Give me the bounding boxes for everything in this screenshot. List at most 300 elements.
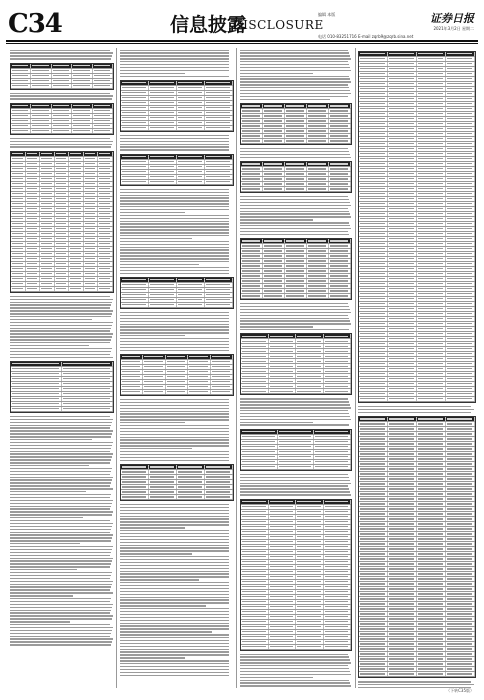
table-cell (26, 262, 41, 266)
table-cell (241, 344, 269, 348)
table-cell (388, 582, 417, 586)
text-line (120, 73, 185, 74)
text-line (10, 310, 113, 311)
text-line (120, 238, 192, 239)
text-line (120, 559, 229, 560)
text-line (120, 591, 229, 592)
table-cell (52, 109, 72, 113)
table-cell (121, 91, 149, 95)
table-cell (241, 570, 269, 574)
table-cell (11, 362, 62, 366)
table-cell (31, 64, 51, 68)
table-cell (446, 52, 475, 56)
table-cell (388, 612, 417, 616)
table-cell (84, 152, 99, 156)
table-cell (269, 379, 297, 383)
table-cell (166, 375, 188, 379)
newspaper-logo: 证券日报 (430, 12, 474, 25)
table-cell (84, 187, 99, 191)
table-cell (269, 610, 297, 614)
table-cell (417, 672, 446, 676)
table-cell (296, 600, 324, 604)
table-cell (307, 104, 329, 108)
table-cell (388, 517, 417, 521)
table-cell (143, 360, 165, 364)
text-line (10, 595, 73, 596)
table-cell (241, 515, 269, 519)
table-cell (211, 375, 233, 379)
text-line (10, 520, 110, 521)
table-cell (388, 222, 417, 226)
table-cell (388, 482, 417, 486)
table-cell (324, 635, 352, 639)
table-cell (359, 127, 388, 131)
table-cell (62, 397, 113, 401)
table-cell (324, 585, 352, 589)
table-cell (26, 157, 41, 161)
text-line (10, 598, 111, 599)
table-cell (388, 297, 417, 301)
table-cell (84, 287, 99, 291)
text-line (240, 84, 348, 85)
table-cell (417, 342, 446, 346)
table-cell (121, 470, 149, 474)
table-cell (241, 520, 269, 524)
table-cell (417, 357, 446, 361)
table-cell (72, 74, 92, 78)
table-cell (205, 485, 233, 489)
table-cell (31, 114, 51, 118)
table-cell (446, 142, 475, 146)
table-cell (388, 332, 417, 336)
text-line (120, 212, 185, 213)
text-line (240, 419, 351, 420)
table-cell (388, 617, 417, 621)
table-cell (296, 374, 324, 378)
table-row (121, 180, 233, 185)
table-cell (446, 432, 475, 436)
table-cell (69, 167, 84, 171)
table-cell (417, 452, 446, 456)
table-cell (11, 202, 26, 206)
table-cell (69, 162, 84, 166)
table-cell (11, 84, 31, 88)
table-cell (98, 262, 113, 266)
text-line (10, 627, 113, 628)
table-cell (314, 445, 351, 449)
table-cell (446, 447, 475, 451)
table-cell (417, 212, 446, 216)
table-cell (121, 283, 149, 287)
table-cell (84, 272, 99, 276)
table-cell (446, 557, 475, 561)
table-cell (307, 124, 329, 128)
table-cell (11, 262, 26, 266)
table-cell (269, 515, 297, 519)
text-line (10, 621, 70, 622)
table-cell (241, 530, 269, 534)
table-cell (359, 457, 388, 461)
table-cell (285, 104, 307, 108)
table-cell (388, 567, 417, 571)
table-cell (121, 365, 143, 369)
table-cell (121, 380, 143, 384)
table-cell (446, 137, 475, 141)
table-cell (26, 207, 41, 211)
table-cell (205, 121, 233, 125)
table-cell (417, 162, 446, 166)
table-cell (269, 640, 297, 644)
table-cell (359, 97, 388, 101)
table-cell (359, 312, 388, 316)
table-cell (329, 172, 351, 176)
table-cell (241, 500, 269, 504)
text-line (10, 330, 110, 331)
text-line (240, 680, 349, 681)
table-cell (417, 147, 446, 151)
table-cell (324, 590, 352, 594)
table-cell (149, 81, 177, 85)
table-cell (446, 187, 475, 191)
table-cell (98, 257, 113, 261)
table-cell (263, 134, 285, 138)
table-cell (241, 379, 269, 383)
table-cell (98, 172, 113, 176)
text-line (240, 55, 350, 56)
table-cell (40, 197, 55, 201)
table-cell (446, 652, 475, 656)
table-cell (93, 84, 113, 88)
table-cell (149, 175, 177, 179)
table-cell (417, 92, 446, 96)
table-cell (72, 104, 92, 108)
table-cell (446, 392, 475, 396)
table-cell (177, 495, 205, 499)
table-cell (40, 202, 55, 206)
table-cell (205, 170, 233, 174)
table-cell (324, 384, 352, 388)
table-cell (296, 575, 324, 579)
table-row (121, 126, 233, 131)
table-cell (417, 602, 446, 606)
table-cell (446, 547, 475, 551)
table-cell (296, 640, 324, 644)
table-cell (307, 182, 329, 186)
text-line (10, 451, 110, 452)
table-cell (26, 187, 41, 191)
text-line (120, 657, 185, 658)
table-cell (446, 437, 475, 441)
text-line (120, 64, 229, 65)
table-cell (329, 284, 351, 288)
text-line (120, 654, 229, 655)
table-cell (324, 344, 352, 348)
table-cell (62, 392, 113, 396)
text-line (240, 480, 350, 481)
table-cell (359, 517, 388, 521)
table-cell (241, 565, 269, 569)
table-cell (269, 595, 297, 599)
text-line (120, 571, 229, 572)
table-cell (72, 79, 92, 83)
table-cell (84, 227, 99, 231)
table-cell (446, 317, 475, 321)
table-cell (446, 107, 475, 111)
table-cell (263, 269, 285, 273)
table-cell (241, 134, 263, 138)
table-cell (69, 232, 84, 236)
table-cell (121, 355, 143, 359)
table-cell (417, 207, 446, 211)
table-cell (417, 492, 446, 496)
table-cell (417, 442, 446, 446)
table-cell (446, 442, 475, 446)
table-cell (263, 259, 285, 263)
table-cell (278, 465, 315, 469)
table-cell (417, 552, 446, 556)
table-cell (446, 462, 475, 466)
table-cell (324, 374, 352, 378)
table-cell (388, 182, 417, 186)
table-cell (62, 402, 113, 406)
table-cell (149, 465, 177, 469)
text-line (120, 634, 229, 635)
table-cell (446, 337, 475, 341)
table-cell (241, 389, 269, 393)
table-cell (417, 152, 446, 156)
table-cell (241, 640, 269, 644)
table-cell (388, 327, 417, 331)
text-line (10, 459, 111, 460)
table-cell (149, 101, 177, 105)
table-cell (359, 452, 388, 456)
text-line (120, 192, 229, 193)
table-cell (93, 64, 113, 68)
table-cell (11, 272, 26, 276)
table-cell (324, 369, 352, 373)
table-cell (177, 470, 205, 474)
table-row (241, 389, 351, 394)
table-cell (11, 267, 26, 271)
table-cell (285, 279, 307, 283)
table-cell (263, 172, 285, 176)
table-cell (205, 283, 233, 287)
table-cell (388, 572, 417, 576)
text-line (120, 321, 229, 322)
table-cell (11, 242, 26, 246)
table-cell (417, 547, 446, 551)
text-line (10, 58, 111, 59)
data-table (10, 151, 114, 293)
text-line (10, 319, 92, 320)
table-cell (285, 182, 307, 186)
table-cell (55, 282, 70, 286)
table-cell (72, 124, 92, 128)
table-cell (359, 367, 388, 371)
table-cell (11, 104, 31, 108)
data-table (10, 361, 114, 413)
text-line (240, 222, 349, 223)
table-cell (388, 357, 417, 361)
table-cell (446, 122, 475, 126)
table-cell (149, 165, 177, 169)
text-line (120, 617, 229, 618)
table-cell (69, 187, 84, 191)
table-cell (11, 257, 26, 261)
table-cell (388, 307, 417, 311)
text-line (120, 318, 229, 319)
table-cell (359, 612, 388, 616)
table-cell (417, 307, 446, 311)
table-cell (324, 570, 352, 574)
table-cell (417, 67, 446, 71)
text-line (10, 436, 111, 437)
table-cell (149, 116, 177, 120)
table-cell (11, 247, 26, 251)
table-cell (446, 302, 475, 306)
table-cell (314, 460, 351, 464)
text-line (120, 513, 229, 514)
table-cell (11, 277, 26, 281)
table-cell (359, 307, 388, 311)
table-cell (417, 252, 446, 256)
table-cell (446, 87, 475, 91)
table-cell (26, 217, 41, 221)
table-cell (84, 162, 99, 166)
table-cell (177, 81, 205, 85)
table-cell (446, 542, 475, 546)
text-line (10, 529, 111, 530)
table-cell (359, 577, 388, 581)
table-cell (388, 432, 417, 436)
table-cell (93, 79, 113, 83)
text-line (10, 534, 113, 535)
table-cell (241, 274, 263, 278)
text-line (10, 307, 110, 308)
table-cell (11, 79, 31, 83)
text-line (120, 258, 229, 259)
table-cell (278, 435, 315, 439)
table-cell (359, 587, 388, 591)
table-cell (269, 580, 297, 584)
text-line (240, 199, 349, 200)
text-line (120, 200, 229, 201)
table-cell (285, 167, 307, 171)
text-line (120, 504, 229, 505)
table-cell (324, 625, 352, 629)
table-cell (388, 652, 417, 656)
table-cell (388, 667, 417, 671)
table-cell (285, 284, 307, 288)
text-line (240, 216, 351, 217)
text-line (240, 73, 313, 74)
table-cell (55, 157, 70, 161)
table-cell (446, 322, 475, 326)
text-line (10, 572, 112, 573)
page-number: C34 (8, 9, 62, 39)
table-cell (388, 127, 417, 131)
text-line (120, 439, 229, 440)
table-cell (359, 57, 388, 61)
table-cell (446, 162, 475, 166)
table-cell (149, 480, 177, 484)
text-line (10, 316, 111, 317)
text-line (120, 218, 229, 219)
table-cell (241, 167, 263, 171)
table-cell (241, 284, 263, 288)
table-cell (359, 172, 388, 176)
table-cell (388, 72, 417, 76)
table-cell (241, 244, 263, 248)
table-cell (417, 502, 446, 506)
table-cell (40, 212, 55, 216)
text-line (120, 226, 229, 227)
table-cell (417, 647, 446, 651)
editor-line: 编辑 本版 (318, 12, 336, 17)
table-cell (241, 630, 269, 634)
table-cell (359, 262, 388, 266)
table-cell (446, 397, 475, 401)
table-cell (296, 605, 324, 609)
table-cell (84, 202, 99, 206)
text-line (10, 636, 110, 637)
text-line (10, 453, 113, 454)
table-cell (98, 157, 113, 161)
table-cell (359, 327, 388, 331)
table-cell (446, 512, 475, 516)
table-cell (211, 360, 233, 364)
table-cell (324, 640, 352, 644)
text-line (10, 336, 112, 337)
table-cell (31, 79, 51, 83)
table-cell (121, 385, 143, 389)
table-cell (446, 662, 475, 666)
table-cell (84, 252, 99, 256)
text-line (10, 558, 113, 559)
text-line (10, 322, 113, 323)
table-cell (417, 347, 446, 351)
table-cell (446, 552, 475, 556)
table-cell (177, 126, 205, 130)
table-cell (177, 298, 205, 302)
text-line (240, 225, 350, 226)
text-line (240, 491, 350, 492)
table-cell (11, 382, 62, 386)
table-cell (324, 600, 352, 604)
text-line (120, 672, 229, 673)
table-cell (11, 212, 26, 216)
table-cell (149, 475, 177, 479)
table-cell (388, 247, 417, 251)
text-line (10, 448, 111, 449)
table-cell (11, 237, 26, 241)
table-cell (359, 67, 388, 71)
text-line (240, 416, 350, 417)
table-cell (55, 242, 70, 246)
table-cell (177, 86, 205, 90)
table-cell (359, 592, 388, 596)
table-cell (359, 107, 388, 111)
text-line (10, 560, 112, 561)
table-cell (269, 590, 297, 594)
table-cell (278, 460, 315, 464)
table-cell (121, 495, 149, 499)
table-cell (26, 162, 41, 166)
table-cell (329, 239, 351, 243)
text-line (10, 503, 112, 504)
table-cell (446, 667, 475, 671)
text-line (10, 506, 111, 507)
